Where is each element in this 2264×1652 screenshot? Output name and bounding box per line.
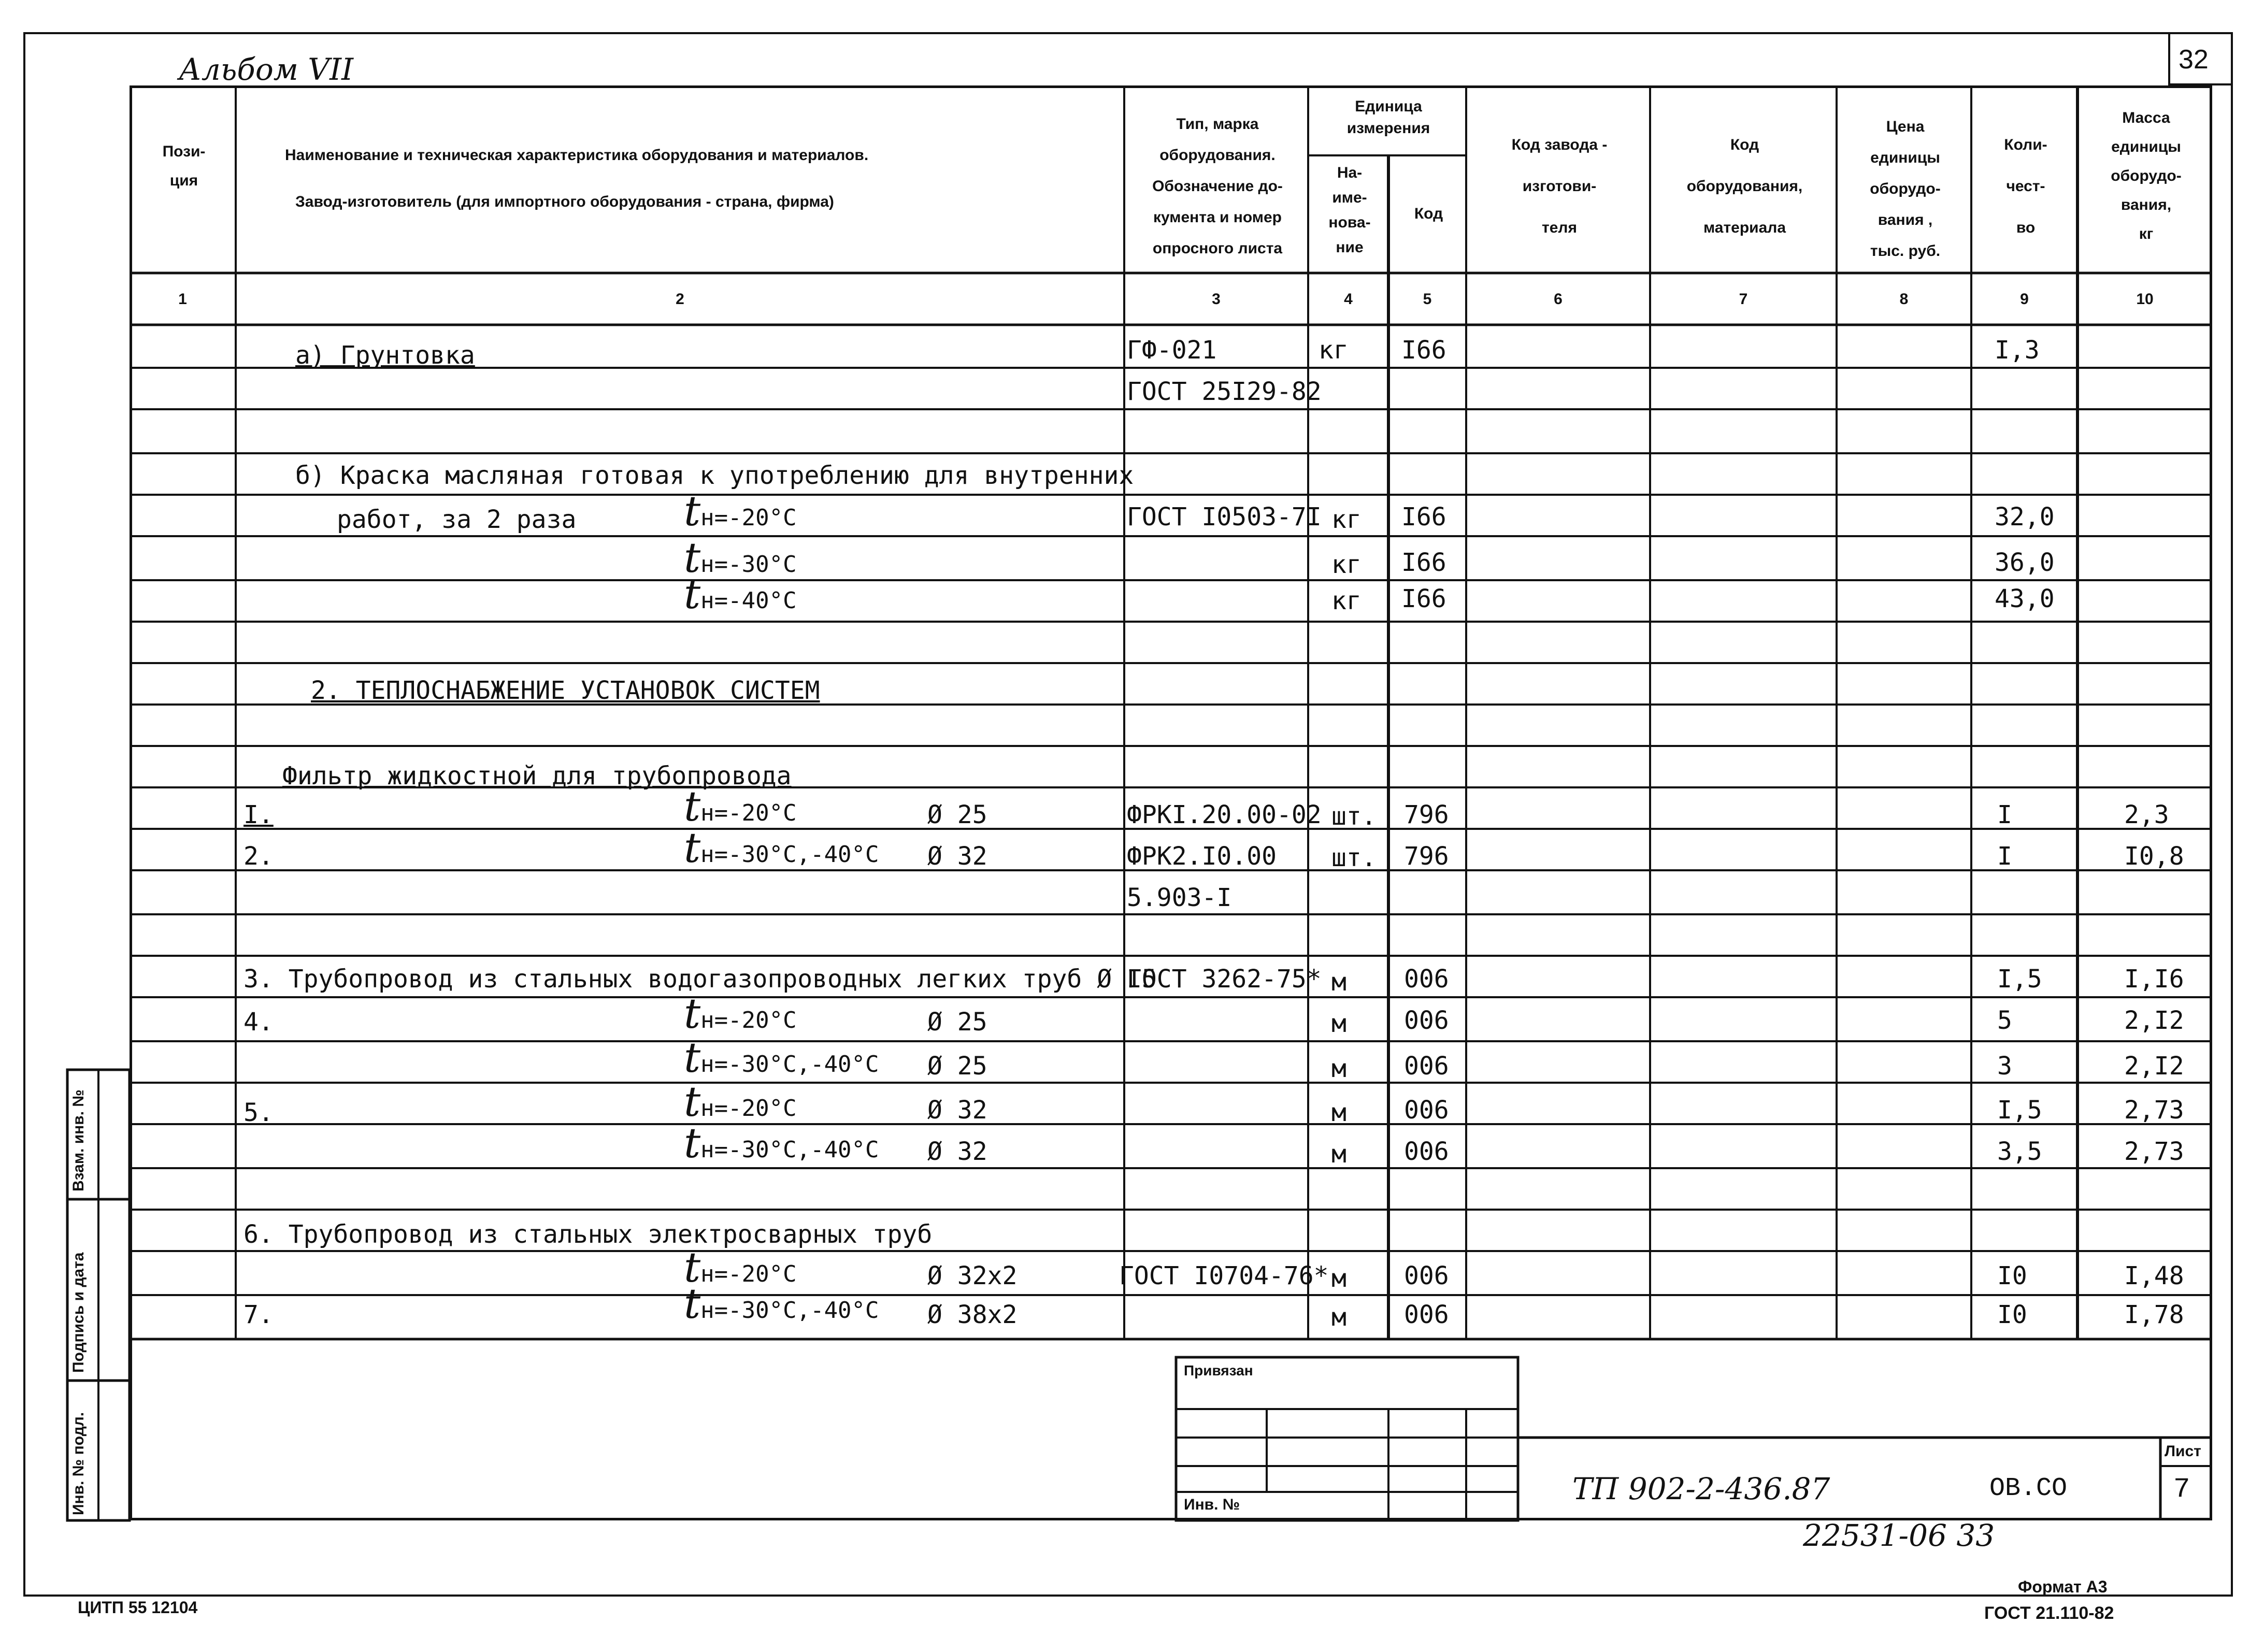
row3-unit: кг [1331, 505, 1362, 534]
colnum-7: 7 [1739, 291, 1748, 308]
row0-type: ГФ-021 [1127, 336, 1217, 365]
row8-code: 796 [1404, 800, 1449, 829]
row11-unit: м [1331, 968, 1346, 997]
row5-code: I66 [1401, 584, 1446, 613]
row8-type: ФРКI.20.00-02 [1127, 800, 1322, 829]
row8-unit: шт. [1331, 802, 1377, 831]
row9-dia: Ø 32 [927, 842, 987, 871]
row4-code: I66 [1401, 548, 1446, 577]
row11-mass: I,I6 [2124, 965, 2184, 994]
header-col8: Цена единицы оборудо- вания , тыс. руб. [1870, 118, 1941, 260]
row8-qty: I [1997, 800, 2012, 829]
colnum-10: 10 [2136, 291, 2154, 308]
row14-qty: I,5 [1997, 1096, 2042, 1125]
row13-qty: 3 [1997, 1052, 2012, 1081]
row9-temp: tн=-30°C,-40°C [684, 824, 879, 872]
row16-name: 6. Трубопровод из стальных электросварных труб [243, 1220, 933, 1249]
row1-type: ГОСТ 25I29-82 [1127, 377, 1322, 406]
row5-qty: 43,0 [1995, 584, 2055, 613]
row11-code: 006 [1404, 965, 1449, 994]
side-stamp-inv-podl: Инв. № подл. [70, 1412, 87, 1515]
row10-type: 5.903-I [1127, 883, 1232, 912]
row18-dia: Ø 38x2 [927, 1300, 1018, 1329]
colnum-1: 1 [178, 291, 187, 308]
row3-qty: 32,0 [1995, 502, 2055, 531]
colnum-8: 8 [1899, 291, 1909, 308]
colnum-9: 9 [2020, 291, 2029, 308]
row17-qty: I0 [1997, 1261, 2027, 1290]
row8-dia: Ø 25 [927, 800, 987, 829]
stamp-privyazan: Привязан [1184, 1362, 1253, 1378]
colnum-5: 5 [1423, 291, 1432, 308]
row12-code: 006 [1404, 1006, 1449, 1035]
row0-unit: кг [1319, 336, 1349, 365]
row9-unit: шт. [1331, 843, 1377, 872]
header-col4: На- име- нова- ние [1328, 164, 1371, 256]
row14-unit: м [1331, 1098, 1346, 1127]
row17-dia: Ø 32x2 [927, 1261, 1018, 1290]
colnum-6: 6 [1554, 291, 1563, 308]
row4-qty: 36,0 [1995, 548, 2055, 577]
row3-type: ГОСТ I0503-7I [1127, 502, 1322, 531]
row12-dia: Ø 25 [927, 1008, 987, 1037]
row14-temp: tн=-20°C [684, 1078, 797, 1126]
row15-unit: м [1331, 1140, 1346, 1169]
row12-unit: м [1331, 1009, 1346, 1038]
row15-qty: 3,5 [1997, 1137, 2042, 1166]
row13-code: 006 [1404, 1052, 1449, 1081]
row9-pos: 2. [243, 842, 274, 871]
row11-name: 3. Трубопровод из стальных водогазопроводных легких труб Ø I5 [243, 965, 1157, 994]
colnum-3: 3 [1212, 291, 1221, 308]
colnum-4: 4 [1344, 291, 1353, 308]
row0-qty: I,3 [1995, 336, 2040, 365]
handwritten-number: 22531-06 33 [1803, 1518, 1995, 1553]
row17-unit: м [1331, 1264, 1346, 1293]
row15-code: 006 [1404, 1137, 1449, 1166]
row18-code: 006 [1404, 1300, 1449, 1329]
row14-mass: 2,73 [2124, 1096, 2184, 1125]
row15-temp: tн=-30°C,-40°C [684, 1119, 879, 1167]
row4-unit: кг [1331, 550, 1362, 579]
format-label: Формат А3 [2018, 1577, 2108, 1596]
header-col1: Пози- ция [162, 143, 206, 189]
header-col2: Наименование и техническая характеристика оборудования и материалов. Завод-изготовитель (для импортного оборудования - страна, фирма) [285, 147, 869, 210]
row7-name: Фильтр жидкостной для трубопровода [282, 762, 792, 791]
row17-type: ГОСТ I0704-76* [1119, 1261, 1329, 1290]
row5-temp: tн=-40°C [684, 570, 797, 618]
row8-temp: tн=-20°C [684, 782, 797, 830]
row13-temp: tн=-30°C,-40°C [684, 1033, 879, 1082]
row18-qty: I0 [1997, 1300, 2027, 1329]
row11-qty: I,5 [1997, 965, 2042, 994]
header-col9: Коли- чест- во [2004, 136, 2047, 236]
header-col6: Код завода - изготови- теля [1511, 136, 1608, 236]
row0-code: I66 [1401, 336, 1446, 365]
side-stamp-sign-date: Подпись и дата [70, 1252, 87, 1373]
row12-qty: 5 [1997, 1006, 2012, 1035]
section-title: 2. ТЕПЛОСНАБЖЕНИЕ УСТАНОВОК СИСТЕМ [311, 676, 820, 705]
row3-code: I66 [1401, 502, 1446, 531]
row12-mass: 2,I2 [2124, 1006, 2184, 1035]
row8-pos: I. [243, 800, 274, 829]
row17-code: 006 [1404, 1261, 1449, 1290]
header-col10: Масса единицы оборудо- вания, кг [2111, 109, 2182, 242]
page-number: 32 [2179, 45, 2209, 75]
row0-name: а) Грунтовка [295, 341, 475, 370]
header-col7: Код оборудования, материала [1686, 136, 1803, 236]
row12-temp: tн=-20°C [684, 989, 797, 1038]
row3-name: работ, за 2 раза [337, 505, 577, 534]
row14-code: 006 [1404, 1096, 1449, 1125]
row9-code: 796 [1404, 842, 1449, 871]
row11-type: ГОСТ 3262-75* [1127, 965, 1322, 994]
row5-unit: кг [1331, 586, 1362, 615]
row3-temp: tн=-20°C [684, 487, 797, 535]
row9-qty: I [1997, 842, 2012, 871]
header-col3: Тип, марка оборудования. Обозначение до- кумента и номер опросного листа [1152, 116, 1283, 257]
row13-unit: м [1331, 1054, 1346, 1083]
row8-mass: 2,3 [2124, 800, 2169, 829]
row12-pos: 4. [243, 1008, 274, 1037]
row14-pos: 5. [243, 1098, 274, 1127]
header-unit-group: Единица измерения [1346, 98, 1430, 137]
stamp-doc-code: ТП 902-2-436.87 [1572, 1471, 1830, 1506]
row18-temp: tн=-30°C,-40°C [684, 1280, 879, 1328]
side-stamp-inv-zam: Взам. инв. № [70, 1089, 87, 1191]
stamp-sheet-code: ОВ.СО [1989, 1474, 2068, 1503]
printer-label: ЦИТП 55 12104 [78, 1598, 198, 1617]
row18-pos: 7. [243, 1300, 274, 1329]
row18-unit: м [1331, 1303, 1346, 1332]
row17-mass: I,48 [2124, 1261, 2184, 1290]
row9-mass: I0,8 [2124, 842, 2184, 871]
row15-mass: 2,73 [2124, 1137, 2184, 1166]
row17-temp: tн=-20°C [684, 1243, 797, 1291]
row13-mass: 2,I2 [2124, 1052, 2184, 1081]
stamp-inv-no: Инв. № [1184, 1496, 1240, 1513]
row15-dia: Ø 32 [927, 1137, 987, 1166]
album-label: Альбом VII [179, 52, 353, 87]
stamp-list-value: 7 [2173, 1474, 2190, 1505]
row2-name: б) Краска масляная готовая к употреблению для внутренних [295, 461, 1134, 490]
row14-dia: Ø 32 [927, 1096, 987, 1125]
colnum-2: 2 [676, 291, 684, 308]
header-col5: Код [1414, 205, 1443, 222]
row13-dia: Ø 25 [927, 1052, 987, 1081]
row9-type: ФРК2.I0.00 [1127, 842, 1277, 871]
row18-mass: I,78 [2124, 1300, 2184, 1329]
gost-label: ГОСТ 21.110-82 [1984, 1603, 2114, 1623]
row4-temp: tн=-30°C [684, 534, 797, 582]
stamp-list-label: Лист [2165, 1443, 2201, 1460]
